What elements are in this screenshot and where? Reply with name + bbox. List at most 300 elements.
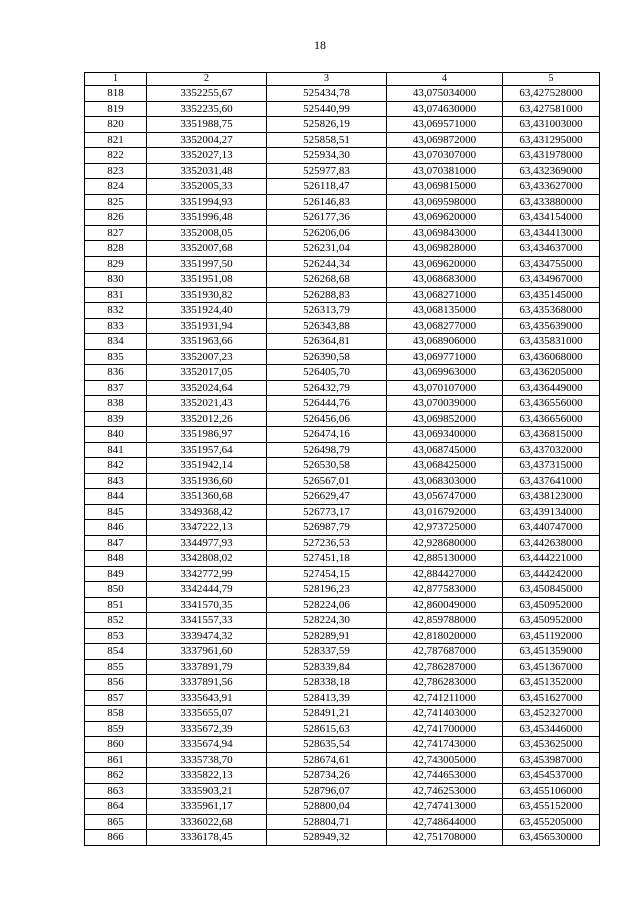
table-cell: 525434,78 [267, 86, 387, 102]
table-cell: 42,973725000 [387, 520, 503, 536]
table-cell: 42,885130000 [387, 551, 503, 567]
table-cell: 63,440747000 [503, 520, 600, 536]
table-cell: 43,069843000 [387, 225, 503, 241]
table-cell: 3349368,42 [147, 504, 267, 520]
table-cell: 3342808,02 [147, 551, 267, 567]
table-cell: 42,818020000 [387, 628, 503, 644]
table-cell: 851 [85, 597, 147, 613]
table-cell: 43,069852000 [387, 411, 503, 427]
table-cell: 819 [85, 101, 147, 117]
table-cell: 43,056747000 [387, 489, 503, 505]
table-cell: 63,452327000 [503, 706, 600, 722]
table-row [85, 334, 600, 350]
table-cell: 63,434154000 [503, 210, 600, 226]
table-row [85, 721, 600, 737]
table-cell: 528804,71 [267, 814, 387, 830]
table-cell: 43,074630000 [387, 101, 503, 117]
table-cell: 3352008,05 [147, 225, 267, 241]
table-row [85, 675, 600, 691]
table-cell: 63,436815000 [503, 427, 600, 443]
table-cell: 860 [85, 737, 147, 753]
table-row [85, 117, 600, 133]
table-cell: 3351930,82 [147, 287, 267, 303]
table-cell: 3352007,68 [147, 241, 267, 257]
table-cell: 528413,39 [267, 690, 387, 706]
table-cell: 63,444242000 [503, 566, 600, 582]
table-cell: 526432,79 [267, 380, 387, 396]
table-row [85, 210, 600, 226]
table-cell: 825 [85, 194, 147, 210]
table-body [85, 86, 600, 846]
table-cell: 3335822,13 [147, 768, 267, 784]
table-cell: 43,069571000 [387, 117, 503, 133]
table-cell: 42,741211000 [387, 690, 503, 706]
table-cell: 856 [85, 675, 147, 691]
table-cell: 63,451367000 [503, 659, 600, 675]
table-cell: 63,453625000 [503, 737, 600, 753]
table-cell: 832 [85, 303, 147, 319]
table-cell: 63,436068000 [503, 349, 600, 365]
table-cell: 845 [85, 504, 147, 520]
table-cell: 63,436449000 [503, 380, 600, 396]
table-cell: 847 [85, 535, 147, 551]
table-cell: 42,786287000 [387, 659, 503, 675]
table-cell: 3335961,17 [147, 799, 267, 815]
table-cell: 63,450952000 [503, 613, 600, 629]
table-cell: 63,451627000 [503, 690, 600, 706]
table-cell: 63,435368000 [503, 303, 600, 319]
table-cell: 526118,47 [267, 179, 387, 195]
table-cell: 42,928680000 [387, 535, 503, 551]
table-cell: 63,437641000 [503, 473, 600, 489]
table-cell: 3352027,13 [147, 148, 267, 164]
table-cell: 3352005,33 [147, 179, 267, 195]
table-row [85, 458, 600, 474]
table-cell: 3352255,67 [147, 86, 267, 102]
table-row [85, 442, 600, 458]
table-cell: 43,069620000 [387, 210, 503, 226]
table-cell: 3352031,48 [147, 163, 267, 179]
table-cell: 528615,63 [267, 721, 387, 737]
table-row [85, 256, 600, 272]
table-row [85, 582, 600, 598]
table-cell: 43,069815000 [387, 179, 503, 195]
table-cell: 63,451352000 [503, 675, 600, 691]
table-cell: 846 [85, 520, 147, 536]
table-cell: 526177,36 [267, 210, 387, 226]
table-cell: 43,068745000 [387, 442, 503, 458]
table-cell: 844 [85, 489, 147, 505]
table-cell: 861 [85, 752, 147, 768]
table-cell: 63,437032000 [503, 442, 600, 458]
table-cell: 526405,70 [267, 365, 387, 381]
table-cell: 855 [85, 659, 147, 675]
table-cell: 826 [85, 210, 147, 226]
table-row [85, 411, 600, 427]
table-row [85, 597, 600, 613]
table-cell: 63,435639000 [503, 318, 600, 334]
table-cell: 3351924,40 [147, 303, 267, 319]
table-cell: 3344977,93 [147, 535, 267, 551]
table-cell: 42,747413000 [387, 799, 503, 815]
table-cell: 3336022,68 [147, 814, 267, 830]
table-cell: 857 [85, 690, 147, 706]
table-cell: 63,427528000 [503, 86, 600, 102]
table-cell: 3351931,94 [147, 318, 267, 334]
table-cell: 42,743005000 [387, 752, 503, 768]
table-cell: 43,068683000 [387, 272, 503, 288]
table-row [85, 241, 600, 257]
table-cell: 3352012,26 [147, 411, 267, 427]
table-cell: 528635,54 [267, 737, 387, 753]
table-cell: 63,435831000 [503, 334, 600, 350]
table-cell: 3351994,93 [147, 194, 267, 210]
table-cell: 42,860049000 [387, 597, 503, 613]
table-cell: 63,432369000 [503, 163, 600, 179]
table-row [85, 194, 600, 210]
table-row [85, 566, 600, 582]
table-header-row [85, 73, 600, 86]
table-cell: 63,436556000 [503, 396, 600, 412]
table-row [85, 380, 600, 396]
table-cell: 818 [85, 86, 147, 102]
table-row [85, 365, 600, 381]
table-cell: 43,075034000 [387, 86, 503, 102]
table-cell: 526530,58 [267, 458, 387, 474]
column-header: 4 [387, 73, 503, 86]
table-cell: 42,746253000 [387, 783, 503, 799]
table-cell: 525826,19 [267, 117, 387, 133]
table-cell: 63,431295000 [503, 132, 600, 148]
table-cell: 862 [85, 768, 147, 784]
table-cell: 42,787687000 [387, 644, 503, 660]
table-cell: 42,859788000 [387, 613, 503, 629]
table-cell: 841 [85, 442, 147, 458]
table-row [85, 303, 600, 319]
table-cell: 63,437315000 [503, 458, 600, 474]
table-row [85, 814, 600, 830]
table-cell: 3352004,27 [147, 132, 267, 148]
table-cell: 3351988,75 [147, 117, 267, 133]
table-cell: 42,741700000 [387, 721, 503, 737]
table-cell: 3352007,23 [147, 349, 267, 365]
table-cell: 527451,18 [267, 551, 387, 567]
table-cell: 43,070307000 [387, 148, 503, 164]
table-cell: 528224,06 [267, 597, 387, 613]
table-cell: 526364,81 [267, 334, 387, 350]
table-cell: 3335738,70 [147, 752, 267, 768]
table-cell: 528491,21 [267, 706, 387, 722]
page-number: 18 [314, 38, 326, 52]
table-cell: 43,016792000 [387, 504, 503, 520]
table-cell: 827 [85, 225, 147, 241]
table-cell: 63,444221000 [503, 551, 600, 567]
table-cell: 839 [85, 411, 147, 427]
table-cell: 63,436656000 [503, 411, 600, 427]
table-cell: 63,455106000 [503, 783, 600, 799]
column-header: 2 [147, 73, 267, 86]
table-cell: 526773,17 [267, 504, 387, 520]
table-cell: 3342772,99 [147, 566, 267, 582]
table-row [85, 179, 600, 195]
table-row [85, 535, 600, 551]
table-row [85, 272, 600, 288]
table-cell: 3336178,45 [147, 830, 267, 846]
table-cell: 3351951,08 [147, 272, 267, 288]
table-cell: 42,744653000 [387, 768, 503, 784]
table-cell: 63,433880000 [503, 194, 600, 210]
table-cell: 43,069340000 [387, 427, 503, 443]
table-cell: 526268,68 [267, 272, 387, 288]
table-cell: 528224,30 [267, 613, 387, 629]
table-cell: 63,439134000 [503, 504, 600, 520]
table-row [85, 473, 600, 489]
table-cell: 528338,18 [267, 675, 387, 691]
table-cell: 63,434413000 [503, 225, 600, 241]
table-cell: 528949,32 [267, 830, 387, 846]
table-cell: 821 [85, 132, 147, 148]
table-cell: 833 [85, 318, 147, 334]
table-cell: 63,427581000 [503, 101, 600, 117]
table-cell: 63,456530000 [503, 830, 600, 846]
table-row [85, 396, 600, 412]
table-cell: 63,451359000 [503, 644, 600, 660]
table-cell: 866 [85, 830, 147, 846]
table-row [85, 551, 600, 567]
table-row [85, 163, 600, 179]
table-cell: 43,068906000 [387, 334, 503, 350]
table-row [85, 148, 600, 164]
table-cell: 3352024,64 [147, 380, 267, 396]
table-cell: 63,442638000 [503, 535, 600, 551]
table-cell: 526444,76 [267, 396, 387, 412]
table-cell: 63,434755000 [503, 256, 600, 272]
table-cell: 3342444,79 [147, 582, 267, 598]
table-row [85, 613, 600, 629]
table-cell: 42,884427000 [387, 566, 503, 582]
table-cell: 3335643,91 [147, 690, 267, 706]
table-cell: 528796,07 [267, 783, 387, 799]
table-cell: 63,451192000 [503, 628, 600, 644]
table-cell: 528337,59 [267, 644, 387, 660]
coordinates-table [84, 72, 600, 846]
table-cell: 526987,79 [267, 520, 387, 536]
table-cell: 43,069963000 [387, 365, 503, 381]
table-cell: 3337891,56 [147, 675, 267, 691]
table-cell: 3335903,21 [147, 783, 267, 799]
table-cell: 42,751708000 [387, 830, 503, 846]
table-cell: 43,069620000 [387, 256, 503, 272]
table-row [85, 752, 600, 768]
table-cell: 528339,84 [267, 659, 387, 675]
table-cell: 42,741403000 [387, 706, 503, 722]
table-cell: 43,068271000 [387, 287, 503, 303]
table-row [85, 504, 600, 520]
table-cell: 526567,01 [267, 473, 387, 489]
table-cell: 829 [85, 256, 147, 272]
table-cell: 853 [85, 628, 147, 644]
table-cell: 3351360,68 [147, 489, 267, 505]
table-cell: 63,431978000 [503, 148, 600, 164]
table-cell: 528734,26 [267, 768, 387, 784]
table-cell: 43,070039000 [387, 396, 503, 412]
table-cell: 43,069828000 [387, 241, 503, 257]
table-cell: 3351936,60 [147, 473, 267, 489]
table-cell: 43,068277000 [387, 318, 503, 334]
table-cell: 63,431003000 [503, 117, 600, 133]
table-cell: 834 [85, 334, 147, 350]
table-cell: 526498,79 [267, 442, 387, 458]
table-row [85, 520, 600, 536]
table-cell: 526146,83 [267, 194, 387, 210]
table-cell: 836 [85, 365, 147, 381]
table-cell: 822 [85, 148, 147, 164]
table-cell: 526206,06 [267, 225, 387, 241]
table-cell: 43,069771000 [387, 349, 503, 365]
table-cell: 838 [85, 396, 147, 412]
table-cell: 525977,83 [267, 163, 387, 179]
table-row [85, 768, 600, 784]
table-row [85, 737, 600, 753]
table-row [85, 101, 600, 117]
table-cell: 3351986,97 [147, 427, 267, 443]
table-cell: 850 [85, 582, 147, 598]
table-cell: 63,438123000 [503, 489, 600, 505]
table-row [85, 318, 600, 334]
table-cell: 525934,30 [267, 148, 387, 164]
table-cell: 3351942,14 [147, 458, 267, 474]
table-cell: 526244,34 [267, 256, 387, 272]
table-cell: 527236,53 [267, 535, 387, 551]
table-cell: 863 [85, 783, 147, 799]
table-cell: 527454,15 [267, 566, 387, 582]
table-cell: 43,070107000 [387, 380, 503, 396]
table-cell: 3341570,35 [147, 597, 267, 613]
table-cell: 63,435145000 [503, 287, 600, 303]
column-header: 3 [267, 73, 387, 86]
table-cell: 526313,79 [267, 303, 387, 319]
table-cell: 63,454537000 [503, 768, 600, 784]
table-cell: 3351963,66 [147, 334, 267, 350]
table-row [85, 427, 600, 443]
table-cell: 824 [85, 179, 147, 195]
table-cell: 3351996,48 [147, 210, 267, 226]
table-row [85, 132, 600, 148]
table-cell: 837 [85, 380, 147, 396]
table-cell: 835 [85, 349, 147, 365]
table-cell: 63,434967000 [503, 272, 600, 288]
table-cell: 842 [85, 458, 147, 474]
table-cell: 63,453446000 [503, 721, 600, 737]
table-cell: 3337961,60 [147, 644, 267, 660]
table-cell: 865 [85, 814, 147, 830]
table-cell: 526231,04 [267, 241, 387, 257]
table-cell: 42,877583000 [387, 582, 503, 598]
table-cell: 3352235,60 [147, 101, 267, 117]
table-cell: 43,068135000 [387, 303, 503, 319]
table-cell: 528800,04 [267, 799, 387, 815]
table-cell: 42,786283000 [387, 675, 503, 691]
table-cell: 843 [85, 473, 147, 489]
table-cell: 63,453987000 [503, 752, 600, 768]
table-cell: 43,069598000 [387, 194, 503, 210]
table-cell: 525440,99 [267, 101, 387, 117]
table-cell: 823 [85, 163, 147, 179]
table-cell: 3351997,50 [147, 256, 267, 272]
table-row [85, 349, 600, 365]
table-cell: 526288,83 [267, 287, 387, 303]
table-cell: 864 [85, 799, 147, 815]
table-cell: 3337891,79 [147, 659, 267, 675]
table-cell: 840 [85, 427, 147, 443]
table-cell: 63,455205000 [503, 814, 600, 830]
table-cell: 528289,91 [267, 628, 387, 644]
table-cell: 849 [85, 566, 147, 582]
table-cell: 858 [85, 706, 147, 722]
table-row [85, 628, 600, 644]
table-cell: 43,068303000 [387, 473, 503, 489]
table-cell: 43,070381000 [387, 163, 503, 179]
table-cell: 63,450845000 [503, 582, 600, 598]
table-cell: 526456,06 [267, 411, 387, 427]
table-cell: 848 [85, 551, 147, 567]
table-cell: 3341557,33 [147, 613, 267, 629]
table-cell: 43,068425000 [387, 458, 503, 474]
table-row [85, 783, 600, 799]
table-cell: 820 [85, 117, 147, 133]
column-header: 5 [503, 73, 600, 86]
table-row [85, 225, 600, 241]
table-cell: 526390,58 [267, 349, 387, 365]
table-cell: 528674,61 [267, 752, 387, 768]
table-cell: 526343,88 [267, 318, 387, 334]
table-cell: 854 [85, 644, 147, 660]
table-row [85, 644, 600, 660]
table-cell: 828 [85, 241, 147, 257]
table-cell: 3339474,32 [147, 628, 267, 644]
table-cell: 42,748644000 [387, 814, 503, 830]
table-cell: 63,434637000 [503, 241, 600, 257]
table-cell: 526629,47 [267, 489, 387, 505]
table-cell: 3335655,07 [147, 706, 267, 722]
table-cell: 63,455152000 [503, 799, 600, 815]
table-row [85, 489, 600, 505]
table-cell: 3351957,64 [147, 442, 267, 458]
table-cell: 63,436205000 [503, 365, 600, 381]
table-cell: 3352021,43 [147, 396, 267, 412]
table-cell: 859 [85, 721, 147, 737]
table-row [85, 690, 600, 706]
table-row [85, 659, 600, 675]
table-row [85, 287, 600, 303]
table-cell: 63,450952000 [503, 597, 600, 613]
table-cell: 3347222,13 [147, 520, 267, 536]
table-row [85, 706, 600, 722]
table-cell: 3335672,39 [147, 721, 267, 737]
table-cell: 42,741743000 [387, 737, 503, 753]
table-row [85, 86, 600, 102]
table-cell: 3335674,94 [147, 737, 267, 753]
table-row [85, 799, 600, 815]
table-cell: 528196,23 [267, 582, 387, 598]
table-cell: 830 [85, 272, 147, 288]
column-header: 1 [85, 73, 147, 86]
table-cell: 852 [85, 613, 147, 629]
table-row [85, 830, 600, 846]
table-cell: 3352017,05 [147, 365, 267, 381]
table-cell: 526474,16 [267, 427, 387, 443]
table-cell: 525858,51 [267, 132, 387, 148]
